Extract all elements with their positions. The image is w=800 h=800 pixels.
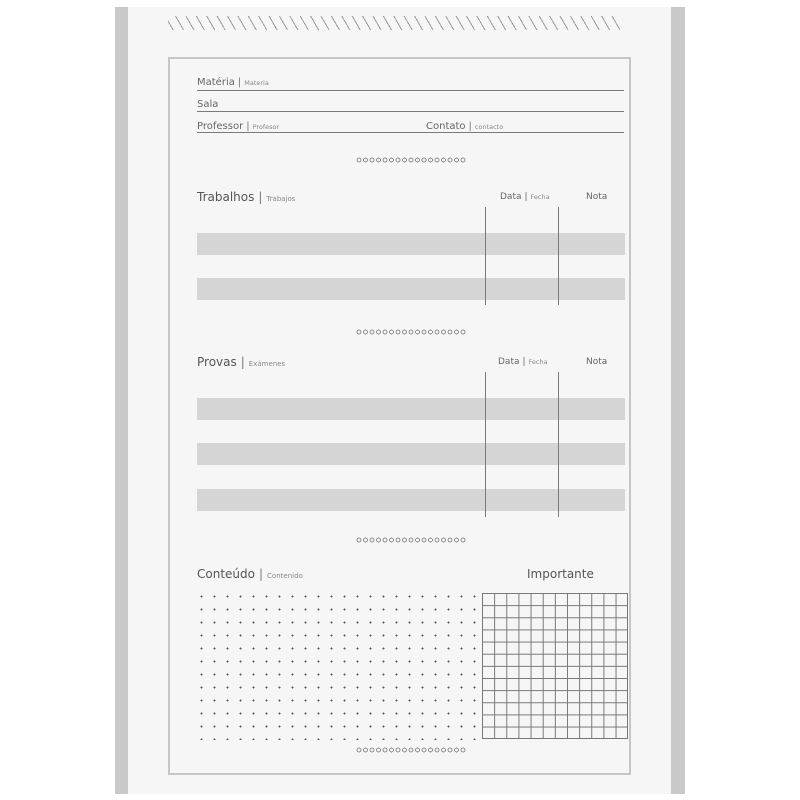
dot-grid-area[interactable]: [195, 590, 480, 740]
provas-row[interactable]: [197, 398, 625, 420]
conteudo-section-title: Conteúdo | Contenido: [197, 567, 303, 581]
square-grid-area[interactable]: [482, 593, 628, 739]
sala-line[interactable]: [197, 111, 624, 112]
circle-divider: [356, 329, 466, 335]
trabalhos-data-header: Data | Fecha: [500, 192, 550, 202]
trabalhos-row[interactable]: [197, 233, 625, 255]
provas-row[interactable]: [197, 443, 625, 465]
provas-row[interactable]: [197, 489, 625, 511]
provas-data-header: Data | Fecha: [498, 357, 548, 367]
trabalhos-row[interactable]: [197, 278, 625, 300]
provas-nota-header: Nota: [586, 357, 608, 367]
provas-section-title: Provas | Exámenes: [197, 355, 286, 369]
professor-contato-line[interactable]: [197, 132, 624, 133]
provas-column-divider: [558, 372, 559, 517]
sala-field-label: Sala: [197, 99, 219, 110]
provas-column-divider: [485, 372, 486, 517]
trabalhos-nota-header: Nota: [586, 192, 608, 202]
spiral-binding-marks: [168, 16, 620, 30]
professor-field-label: Professor | Profesor: [197, 121, 280, 132]
circle-divider: [356, 537, 466, 543]
trabalhos-column-divider: [558, 207, 559, 305]
materia-field-label: Matéria | Materia: [197, 77, 269, 88]
trabalhos-column-divider: [485, 207, 486, 305]
trabalhos-section-title: Trabalhos | Trabajos: [197, 190, 296, 204]
contato-field-label: Contato | contacto: [426, 121, 504, 132]
materia-line[interactable]: [197, 90, 624, 91]
circle-divider: [356, 747, 466, 753]
importante-section-title: Importante: [527, 567, 594, 581]
circle-divider: [356, 157, 466, 163]
